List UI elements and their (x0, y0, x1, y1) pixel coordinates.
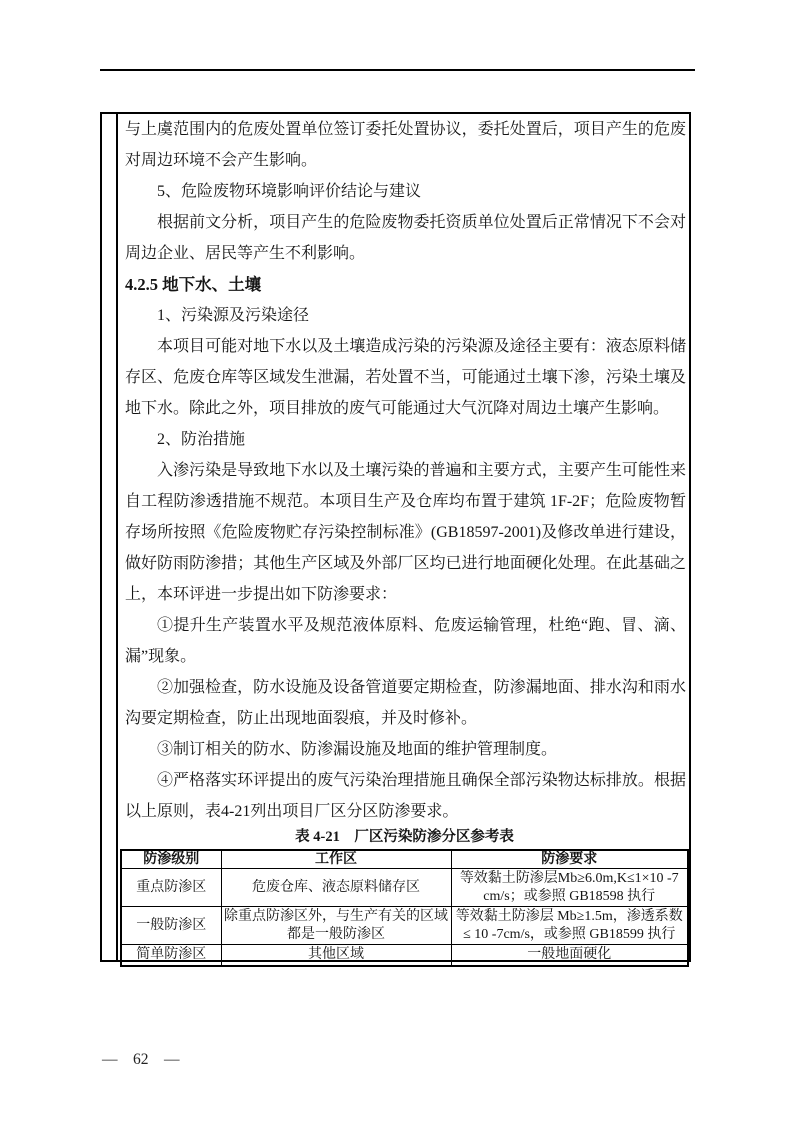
table-cell: 一般防渗区 (121, 907, 221, 945)
table-cell: 除重点防渗区外，与生产有关的区域都是一般防渗区 (221, 907, 451, 945)
paragraph-measure-4: ④严格落实环评提出的废气污染治理措施且确保全部污染物达标排放。根据以上原则，表4-21列出项目厂区分区防渗要求。 (125, 772, 686, 820)
paragraph-pollution-source-body: 本项目可能对地下水以及土壤造成污染的污染源及途径主要有：液态原料储存区、危废仓库等区域发生泄漏，若处置不当，可能通过土壤下渗，污染土壤及地下水。除此之外，项目排放的废气可能通过大气沉降对周边土壤产生影响。 (125, 338, 686, 417)
table-cell: 等效黏土防渗层Mb≥6.0m,K≤1×10 -7 cm/s；或参照 GB18598 执行 (451, 869, 688, 907)
form-left-gutter (102, 114, 118, 960)
header-rule (100, 69, 695, 71)
table-row (121, 869, 688, 907)
page-number: — 62 — (102, 1051, 180, 1068)
paragraph-measure-1: ①提升生产装置水平及规范液体原料、危废运输管理，杜绝“跑、冒、滴、漏”现象。 (125, 617, 686, 665)
table-header-cell: 防渗要求 (451, 850, 688, 869)
table-header-cell: 工作区 (221, 850, 451, 869)
paragraph-conclusion: 根据前文分析，项目产生的危险废物委托资质单位处置后正常情况下不会对周边企业、居民等产生不利影响。 (125, 214, 686, 262)
table-cell: 简单防渗区 (121, 945, 221, 966)
table-header-row (121, 850, 688, 869)
table-cell: 其他区域 (221, 945, 451, 966)
table-row (121, 907, 688, 945)
content-area (120, 114, 689, 960)
paragraph-prevention-heading: 2、防治措施 (157, 431, 246, 448)
paragraph-measure-2: ②加强检查，防水设施及设备管道要定期检查，防渗漏地面、排水沟和雨水沟要定期检查，防止出现地面裂痕，并及时修补。 (125, 679, 686, 727)
table-cell: 一般地面硬化 (451, 945, 688, 966)
table-cell: 危废仓库、液态原料储存区 (221, 869, 451, 907)
paragraph-continuation: 与上虞范围内的危废处置单位签订委托处置协议，委托处置后，项目产生的危废对周边环境不会产生影响。 (125, 121, 686, 169)
table-cell: 等效黏土防渗层 Mb≥1.5m，渗透系数≤ 10 -7cm/s，或参照 GB18599 执行 (451, 907, 688, 945)
table-cell: 重点防渗区 (121, 869, 221, 907)
table-header-cell: 防渗级别 (121, 850, 221, 869)
table-row (121, 945, 688, 966)
section-heading: 4.2.5 地下水、土壤 (125, 275, 262, 294)
paragraph-measure-3: ③制订相关的防水、防渗漏设施及地面的维护管理制度。 (157, 741, 558, 758)
document-form-box (100, 112, 691, 962)
paragraph-item-5-heading: 5、危险废物环境影响评价结论与建议 (157, 183, 422, 200)
paragraph-pollution-source-heading: 1、污染源及污染途径 (157, 307, 310, 324)
table-title: 表 4-21 厂区污染防渗分区参考表 (295, 829, 514, 845)
paragraph-prevention-body: 入渗污染是导致地下水以及土壤污染的普遍和主要方式，主要产生可能性来自工程防渗透措施不规范。本项目生产及仓库均布置于建筑 1F-2F；危险废物暂存场所按照《危险废物贮存污染控制标准》(GB18597-2001)及修改单进行建设，做好防雨防渗措；其他生产区域及外部厂区均已进行地面硬化处理。在此基础之上，本环评进一步提出如下防渗要求： (125, 462, 686, 603)
seepage-zone-table (120, 849, 689, 967)
